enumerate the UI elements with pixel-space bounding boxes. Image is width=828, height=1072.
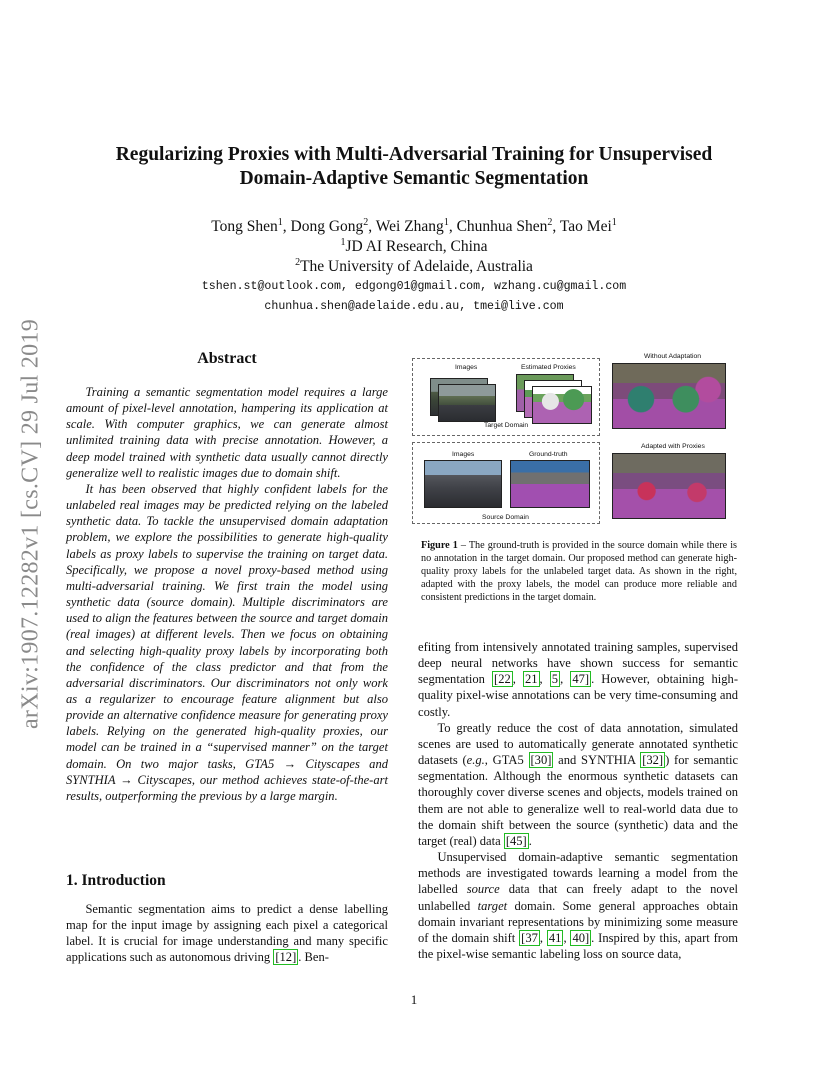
paper-title xyxy=(60,143,768,191)
adapted-map xyxy=(612,453,726,519)
body-text: ) for semantic segmentation. Although the enormous synthetic datasets can thoroughly cover diverse scenes and objects, models trained on them are not able to generalize well to real-world data due to the domain shift between the source (synthetic) data and the target (real) data xyxy=(418,753,739,848)
arxiv-stamp xyxy=(15,294,47,754)
body-text: domain. Some general approaches obtain domain invariant representations by minimizing some measure of the domain shift xyxy=(418,898,738,945)
author-list: Tong Shen$^1$, Dong Gong$^2$, Wei Zhang$^1$, Chunhua Shen$^2$, Tao Mei$^1$ xyxy=(211,216,617,235)
intro-text: Semantic segmentation aims to predict a dense labelling map for the input image by assigning each pixel a categorical label. It is crucial for image understanding and many specific applications such as autonomous driving xyxy=(66,902,388,965)
email-line-2: chunhua.shen@adelaide.edu.au, tmei@live.com xyxy=(264,300,564,313)
citation-link[interactable]: 21 xyxy=(525,672,538,687)
figure-label: Target Domain xyxy=(484,422,529,429)
figure-1-caption xyxy=(421,539,737,604)
target-image-front xyxy=(438,384,496,422)
author-affiliation-mark: 2 xyxy=(547,216,553,228)
author-affiliation-mark: 1 xyxy=(611,216,617,228)
figure-label: Images xyxy=(455,364,478,371)
caption-label: Figure 1 xyxy=(421,540,458,551)
body-text: efiting from intensively annotated training samples, supervised deep neural networks have shown success for semantic segmentation xyxy=(418,640,738,687)
right-column-body xyxy=(418,639,738,962)
body-text: To greatly reduce the cost of data annotation, simulated scenes are used to automatically generate annotated synthetic datasets ( xyxy=(418,720,738,768)
introduction-body xyxy=(66,901,388,966)
body-text-italic: e.g. xyxy=(466,753,485,768)
figure-1 xyxy=(412,348,742,530)
author-name: Dong Gong xyxy=(290,218,364,235)
section-heading-introduction: 1. Introduction xyxy=(66,872,166,889)
citation-link[interactable]: 47] xyxy=(572,672,590,687)
author-affiliation-mark: 1 xyxy=(277,216,283,228)
author-name: Tong Shen xyxy=(211,218,278,235)
body-text: data that can freely adapt to the novel unlabelled xyxy=(418,882,739,913)
citation-link[interactable]: [45] xyxy=(505,833,527,848)
body-text-italic: source xyxy=(466,882,500,897)
source-image xyxy=(424,460,502,508)
page-number: 1 xyxy=(410,992,418,1007)
right-paragraph-2 xyxy=(418,720,738,849)
figure-label: Source Domain xyxy=(482,514,529,521)
citation-link[interactable]: 40] xyxy=(572,930,590,945)
ground-truth-map xyxy=(510,460,590,508)
intro-paragraph-1 xyxy=(66,901,388,966)
figure-label: Images xyxy=(452,451,475,458)
affiliation-2 xyxy=(60,257,768,277)
author-name: Wei Zhang xyxy=(375,218,444,235)
without-adaptation-map xyxy=(612,363,726,429)
caption-text: – The ground-truth is provided in the source domain while there is no annotation in the target domain. Our proposed method can generate high-quality proxy labels for the unlabeled target data. As shown in the right, adapted with the proxy labels, the model can produce more reliable and consistent predictions in the target domain. xyxy=(421,540,737,604)
abstract-heading: Abstract xyxy=(197,350,257,367)
body-text: . Inspired by this, apart from the pixel-wise semantic labeling loss on source data, xyxy=(418,930,738,961)
body-text-italic: target xyxy=(477,898,508,913)
arxiv-id: arXiv:1907.12282v1 [cs.CV] 29 Jul 2019 xyxy=(17,318,44,730)
citation-link[interactable]: [32] xyxy=(642,753,664,768)
citation-link[interactable]: 5 xyxy=(551,672,559,687)
author-name: Tao Mei xyxy=(559,218,612,235)
affiliation-text: The University of Adelaide, Australia xyxy=(300,258,533,275)
figure-label: Ground-truth xyxy=(529,451,568,458)
right-paragraph-1: efiting from intensively annotated training samples, supervised deep neural networks have shown success for semantic segmentation [22 , 21 , 5 , 47] . However, obtaining high-quality pixel-wise annotations can be very time-consuming and costly. xyxy=(418,640,739,719)
citation-link[interactable]: [37 xyxy=(521,930,538,945)
email-line-1: tshen.st@outlook.com, edgong01@gmail.com, wzhang.cu@gmail.com xyxy=(201,280,627,293)
citation-link[interactable]: 41 xyxy=(548,930,562,945)
affiliation-mark: 2 xyxy=(295,256,301,268)
figure-label: Adapted with Proxies xyxy=(641,443,705,450)
abstract-body xyxy=(66,384,388,804)
intro-text: . Ben- xyxy=(298,950,329,965)
right-paragraph-3: Unsupervised domain-adaptive semantic segmentation methods are investigated towards learning a model from the labelled source data that can freely adapt to the novel unlabelled target domain. Some general approaches obtain domain invariant representations by minimizing some measure of the domain shift [37 , 41 , 40] . Inspired by this, apart from the pixel-wise semantic labeling loss on source data, xyxy=(418,850,739,961)
citation-link[interactable]: [22 xyxy=(494,672,511,687)
abstract-paragraph-2: It has been observed that highly confident labels for the unlabeled real images may be predicted relying on the labeled synthetic data. To tackle the unsupervised domain adaptation problem, we explore the possibilities to generate high-quality labels as proxy labels to supervise the training on target data. Specifically, we propose a novel proxy-based method using multi-adversarial training. We first train the model using synthetic data (source domain). Multiple discriminators are used to align the features between the source and target domain (real images) at different levels. Then we focus on obtaining and selecting high-quality proxy labels by incorporating both the confidence of the class predictor and that from the adversarial discriminators. Our discriminators not only work as a regularizer to encourage feature alignment but also provide an alternative confidence measure for generating proxy labels. Relying on the generated high-quality proxies, our model can be trained in a “supervised manner” on the target domain. On two major tasks, GTA5 → Cityscapes and SYNTHIA → Cityscapes, our method achieves state-of-the-art results, outperforming the previous by a large margin. xyxy=(66,481,388,803)
author-block xyxy=(60,217,768,317)
author-affiliation-mark: 2 xyxy=(363,216,369,228)
affiliation-text: JD AI Research, China xyxy=(345,238,488,255)
affiliation-1 xyxy=(60,237,768,257)
body-text: . However, obtaining high-quality pixel-wise annotations can be very time-consuming and costly. xyxy=(418,672,739,719)
proxy-map-front xyxy=(532,386,592,424)
citation-link[interactable]: [12] xyxy=(275,950,297,965)
citation-link[interactable]: [30] xyxy=(530,753,552,768)
author-name: Chunhua Shen xyxy=(456,218,548,235)
body-text: . xyxy=(528,833,532,848)
abstract-paragraph-1: Training a semantic segmentation model requires a large amount of pixel-level annotation, hampering its application at scale. With computer graphics, we can generate almost unlimited training data with precise annotation. However, a deep model trained with synthetic data usually cannot directly generalize well to realistic images due to domain shift. xyxy=(66,385,388,480)
body-text: and SYNTHIA xyxy=(558,753,636,768)
figure-label: Without Adaptation xyxy=(644,353,702,360)
author-affiliation-mark: 1 xyxy=(443,216,449,228)
figure-label: Estimated Proxies xyxy=(521,364,576,371)
title-line-2: Domain-Adaptive Semantic Segmentation xyxy=(239,168,589,189)
affiliation-mark: 1 xyxy=(340,236,346,248)
body-text: Unsupervised domain-adaptive semantic segmentation methods are investigated towards learning a model from the labelled xyxy=(418,850,738,897)
title-line-1: Regularizing Proxies with Multi-Adversarial Training for Unsupervised xyxy=(115,144,713,165)
body-text: , GTA5 xyxy=(484,753,524,768)
